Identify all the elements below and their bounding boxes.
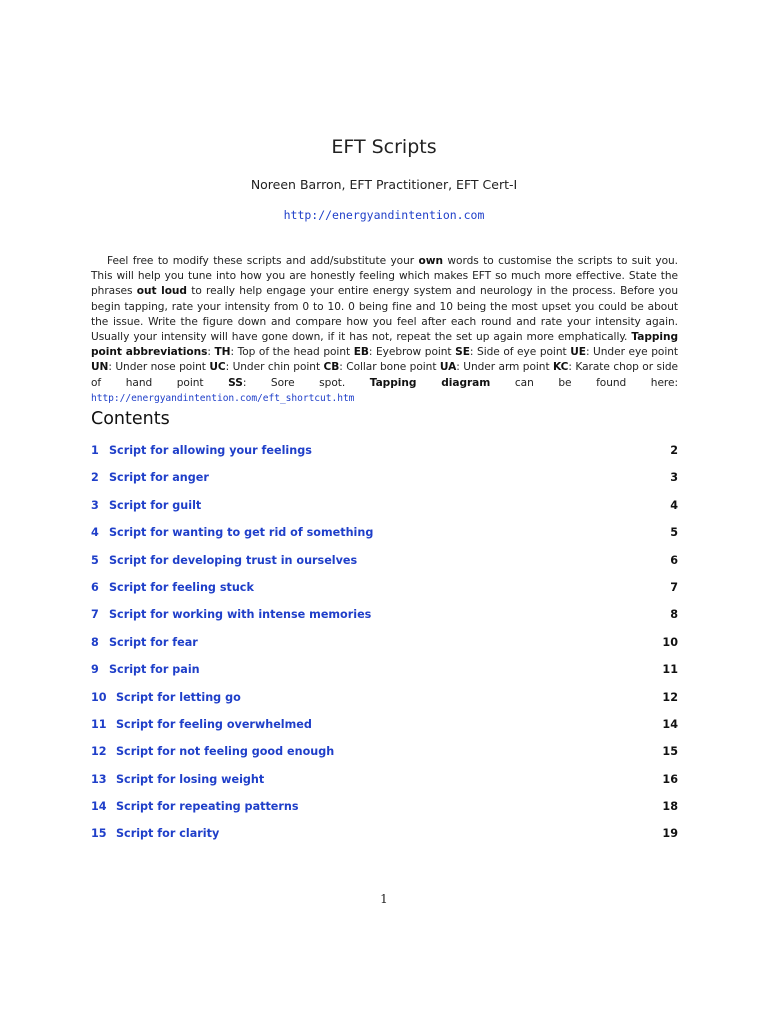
toc-entry-page: 15 [662, 745, 678, 759]
toc-entry-title: Script for letting go [116, 690, 241, 704]
abbrev-desc: : Sore spot. [242, 376, 370, 389]
table-of-contents [91, 444, 678, 855]
intro-text: to really help engage your entire energy system and neurology in the process. Before you begin tapping, rate your intensity from 0 to 10. 0 being fine and 10 being the most upset you could be about the issue. Write the figure down and compare how you feel after each round and rate your intensity again. Usually your intensity will have gone down, if it has not, repeat the set up again more emphatically. [91, 285, 679, 344]
toc-entry-title: Script for repeating patterns [116, 800, 299, 814]
abbrev-ua: UA [439, 361, 457, 374]
intro-text: : [207, 346, 215, 359]
abbrev-desc: : Collar bone point [339, 361, 440, 374]
toc-entry[interactable] [91, 827, 678, 854]
abbrev-ue: UE [570, 346, 586, 359]
toc-entry-page: 7 [670, 580, 678, 594]
abbrev-desc: : Karate chop or side of hand point [91, 361, 678, 389]
abbrev-kc: KC [553, 361, 569, 374]
toc-entry[interactable] [91, 691, 678, 718]
abbrev-desc: : Under arm point [456, 361, 553, 374]
abbrev-desc: : Under nose point [108, 361, 210, 374]
toc-entry[interactable] [91, 800, 678, 827]
toc-entry-page: 8 [670, 608, 678, 622]
toc-entry-number: 15 [91, 827, 107, 841]
toc-entry-number: 12 [91, 745, 107, 759]
toc-entry[interactable] [91, 663, 678, 690]
abbrev-uc: UC [209, 361, 226, 374]
toc-entry-title: Script for feeling stuck [109, 580, 254, 594]
toc-entry-number: 9 [91, 663, 99, 677]
tapping-diagram-label: Tapping diagram [369, 376, 491, 389]
intro-text: can be found here: [490, 376, 678, 389]
toc-entry-number: 4 [91, 526, 99, 540]
toc-entry[interactable] [91, 636, 678, 663]
document-title: EFT Scripts [331, 136, 437, 158]
toc-entry-number: 8 [91, 635, 99, 649]
abbrev-ss: SS [228, 376, 243, 389]
intro-text: words to customise the scripts to suit you. This will help you tune into how you are honestly feeling which makes EFT so much more effective. State the phrases [91, 255, 678, 298]
abbrev-desc: : Eyebrow point [368, 346, 456, 359]
toc-entry[interactable] [91, 773, 678, 800]
toc-entry-number: 5 [91, 553, 99, 567]
toc-entry-page: 5 [670, 526, 678, 540]
toc-entry-page: 2 [670, 444, 678, 457]
toc-entry[interactable] [91, 444, 678, 471]
toc-entry[interactable] [91, 608, 678, 635]
toc-entry-number: 10 [91, 690, 107, 704]
toc-entry[interactable] [91, 499, 678, 526]
toc-entry-number: 7 [91, 608, 99, 622]
toc-entry-number: 11 [91, 717, 107, 731]
toc-entry-page: 14 [662, 717, 678, 731]
toc-entry[interactable] [91, 581, 678, 608]
abbrev-cb: CB [323, 361, 340, 374]
tapping-abbrev-heading: Tapping point abbreviations [91, 331, 678, 359]
toc-entry-title: Script for pain [109, 663, 200, 677]
abbrev-th: TH [214, 346, 231, 359]
intro-bold: own [418, 255, 443, 267]
toc-entry-title: Script for feeling overwhelmed [116, 717, 312, 731]
toc-entry-page: 11 [662, 663, 678, 677]
website-link[interactable]: http://energyandintention.com [283, 208, 485, 222]
intro-text: Feel free to modify these scripts and add/substitute your [107, 255, 419, 267]
toc-entry-title: Script for losing weight [116, 772, 265, 786]
abbrev-se: SE [455, 346, 470, 359]
abbrev-un: UN [91, 361, 109, 374]
toc-entry-title: Script for developing trust in ourselves [109, 553, 358, 567]
abbrev-desc: : Under chin point [225, 361, 324, 374]
toc-entry-title: Script for allowing your feelings [109, 444, 312, 457]
abbrev-desc: : Side of eye point [469, 346, 571, 359]
toc-entry-title: Script for wanting to get rid of something [109, 526, 374, 540]
intro-paragraph [91, 254, 678, 406]
toc-entry[interactable] [91, 718, 678, 745]
toc-entry-page: 4 [670, 498, 678, 512]
toc-entry-page: 6 [670, 553, 678, 567]
toc-entry-title: Script for guilt [109, 498, 202, 512]
toc-entry-page: 19 [662, 827, 678, 841]
toc-entry-page: 10 [662, 635, 678, 649]
toc-entry[interactable] [91, 554, 678, 581]
toc-entry-number: 3 [91, 498, 99, 512]
page-number: 1 [380, 892, 388, 906]
toc-entry-title: Script for working with intense memories [109, 608, 372, 622]
toc-entry[interactable] [91, 471, 678, 498]
document-author: Noreen Barron, EFT Practitioner, EFT Cert-I [250, 177, 518, 192]
toc-entry-page: 12 [662, 690, 678, 704]
toc-entry-number: 14 [91, 800, 107, 814]
toc-entry-number: 6 [91, 580, 99, 594]
toc-entry[interactable] [91, 745, 678, 772]
toc-entry-title: Script for anger [109, 471, 209, 485]
intro-bold: out loud [136, 285, 187, 298]
abbrev-desc: : Under eye point [585, 346, 678, 359]
toc-entry-title: Script for clarity [116, 827, 220, 841]
toc-entry[interactable] [91, 526, 678, 553]
toc-entry-number: 2 [91, 471, 99, 485]
toc-entry-number: 1 [91, 444, 99, 457]
toc-entry-title: Script for not feeling good enough [116, 745, 335, 759]
toc-entry-page: 3 [670, 471, 678, 485]
abbrev-eb: EB [353, 346, 369, 359]
tapping-diagram-link[interactable]: http://energyandintention.com/eft_shortcut.htm [91, 392, 355, 404]
abbrev-desc: : Top of the head point [230, 346, 354, 359]
toc-entry-title: Script for fear [109, 635, 198, 649]
contents-heading: Contents [91, 409, 170, 429]
toc-entry-page: 18 [662, 800, 678, 814]
toc-entry-page: 16 [662, 772, 678, 786]
toc-entry-number: 13 [91, 772, 107, 786]
